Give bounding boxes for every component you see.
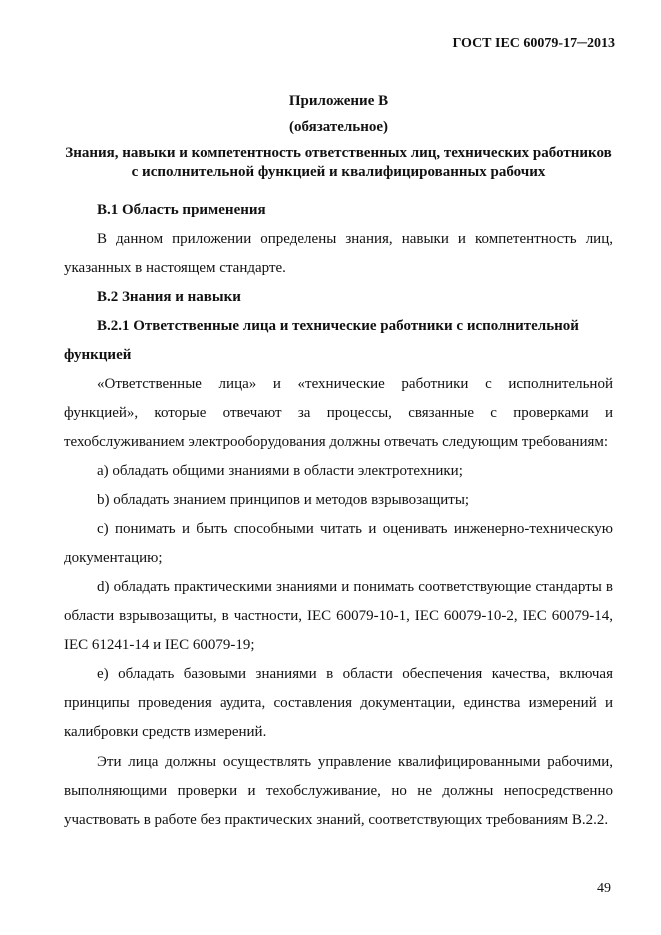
list-item-b: b) обладать знанием принципов и методов взрывозащиты; xyxy=(97,492,470,508)
section-b21-heading: В.2.1 Ответственные лица и технические работники с исполнительной функцией xyxy=(64,318,579,363)
section-b1-text: В данном приложении определены знания, навыки и компетентность лиц, указанных в настоящем стандарте. xyxy=(64,231,613,276)
section-b21-intro: «Ответственные лица» и «технические работники с исполнительной функцией», которые отвечают за процессы, связанные с проверками и техобслуживанием электрооборудования должны отвечать следующим требованиям: xyxy=(64,376,613,450)
section-b1-heading: В.1 Область применения xyxy=(97,202,266,218)
list-item-d: d) обладать практическими знаниями и понимать соответствующие стандарты в области взрывозащиты, в частности, IEC 60079-10-1, IEC 60079-10-2, IEC 60079-14, IEC 61241-14 и IEC 60079-19; xyxy=(64,579,613,653)
annex-status: (обязательное) xyxy=(288,119,389,135)
list-item-a: a) обладать общими знаниями в области электротехники; xyxy=(97,463,463,479)
list-item-e: e) обладать базовыми знаниями в области обеспечения качества, включая принципы проведения аудита, составления документации, единства измерений и калибровки средств измерений. xyxy=(64,666,613,740)
closing-paragraph: Эти лица должны осуществлять управление квалифицированными рабочими, выполняющими проверки и техобслуживание, но не должны непосредственно участвовать в работе без практических знаний, соответствующих требованиям В.2.2. xyxy=(64,754,613,828)
list-item-c: c) понимать и быть способными читать и оценивать инженерно-техническую документацию; xyxy=(64,521,613,566)
page-number: 49 xyxy=(597,881,611,896)
page-content xyxy=(64,88,613,835)
document-code: ГОСТ IEC 60079-17─2013 xyxy=(452,36,615,51)
annex-heading: Знания, навыки и компетентность ответственных лиц, технических работников с исполнительной функцией и квалифицированных рабочих xyxy=(65,145,612,180)
section-b2-heading: В.2 Знания и навыки xyxy=(97,289,241,305)
annex-title: Приложение В xyxy=(288,93,389,109)
